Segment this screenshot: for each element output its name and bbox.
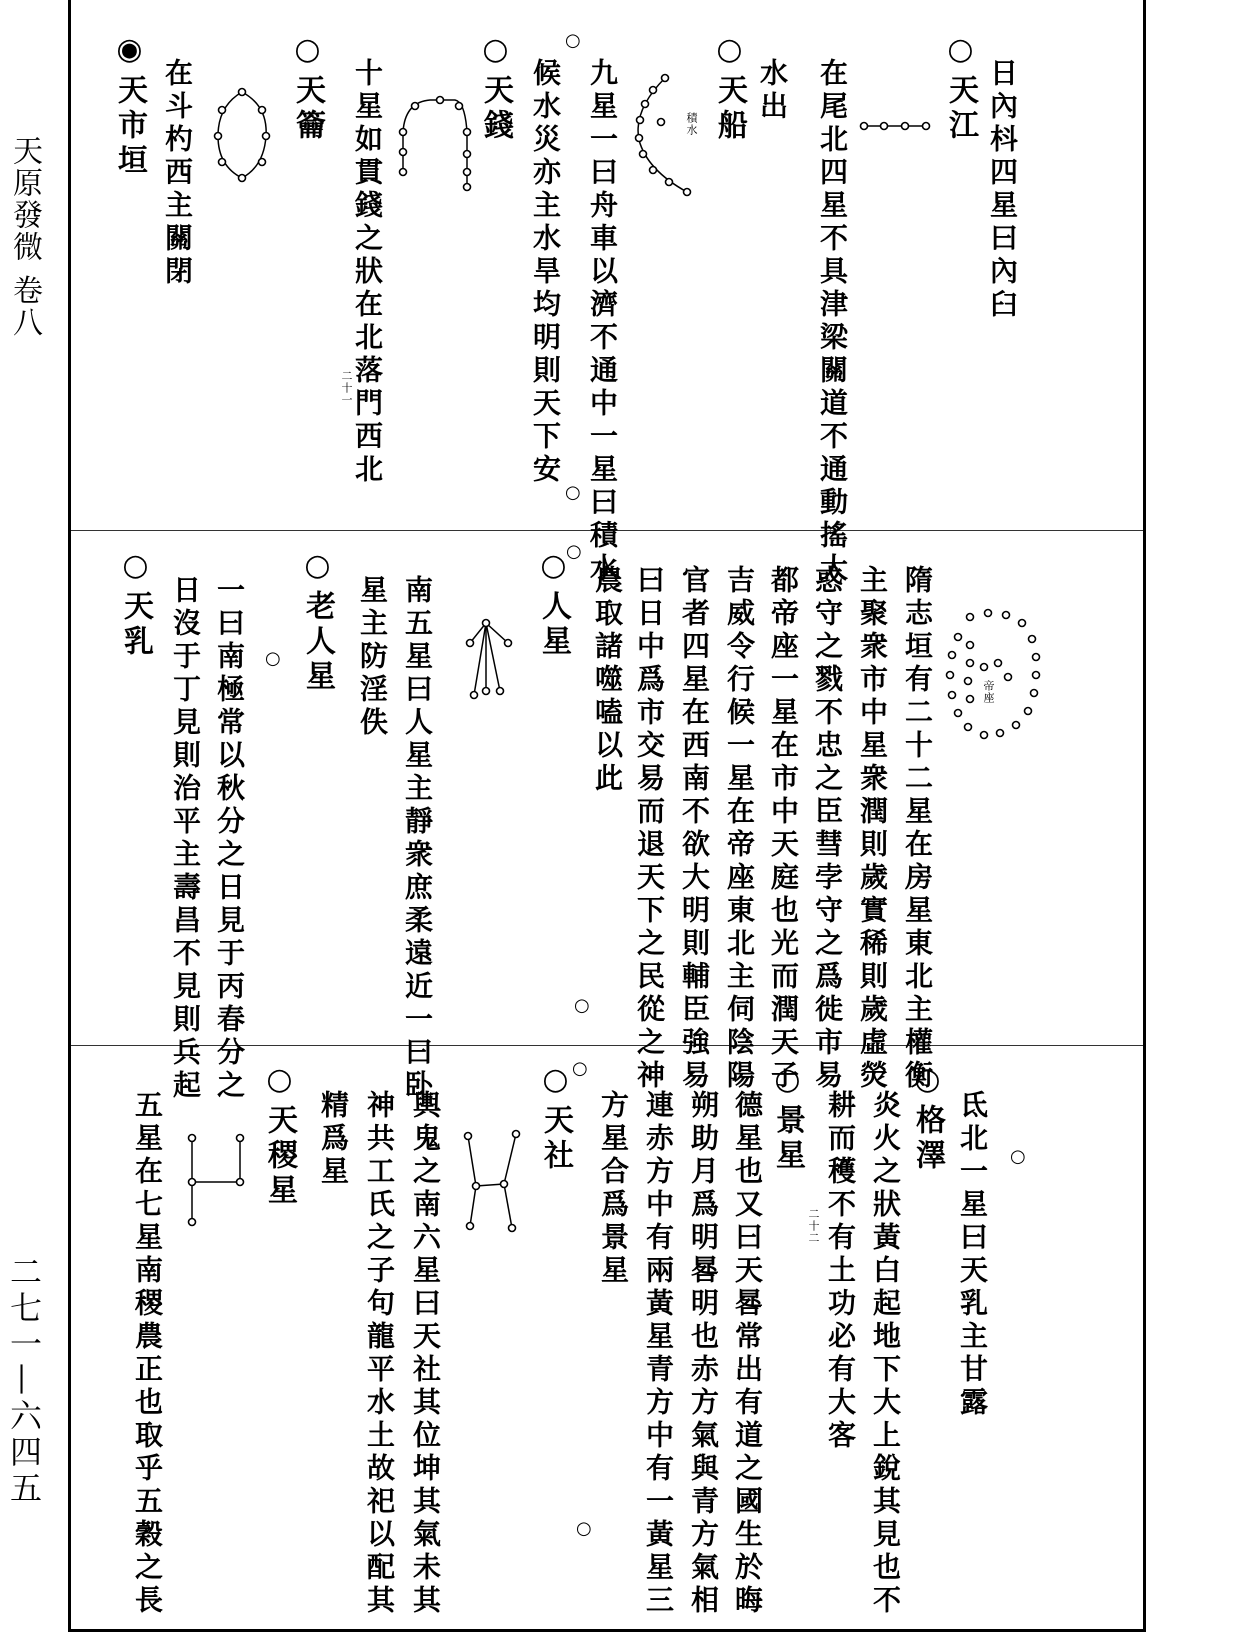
star-heading-renxing: ○ 人星 — [536, 548, 570, 660]
text-column: 都帝座一星在市中天庭也光而潤天子 — [767, 565, 800, 1093]
star-heading-tianyue: ○ 天籥 — [290, 32, 324, 144]
marker-circle: ○ — [565, 482, 581, 503]
text-column: 輿鬼之南六星曰天社其位坤其氣未其 — [409, 1090, 442, 1618]
star-heading-tianshe: ○ 天社 — [538, 1062, 572, 1174]
star-heading-tianshiyuan: ◉ 天市垣 — [112, 32, 146, 179]
star-heading-tianjixing: ○ 天稷星 — [262, 1062, 296, 1209]
text-column: 九星一曰舟車以濟不通中一星曰積水 — [586, 58, 619, 586]
star-index-note: 二十一 — [340, 370, 353, 406]
text-column: 神共工氏之子句龍平水土故祀以配其 — [363, 1090, 396, 1618]
star-heading-laorenxing: ○ 老人星 — [300, 548, 334, 695]
text-column: 方星合爲景星 — [597, 1090, 630, 1288]
margin-page-number: 二七一—六四五 — [5, 1255, 43, 1507]
star-heading-tianchuan: ○ 天船 — [712, 32, 746, 144]
renxing-star-diagram — [460, 615, 520, 705]
star-index-note: 二十二 — [807, 1208, 820, 1244]
marker-circle: ○ — [1010, 1146, 1026, 1167]
text-column: 連赤方中有兩黃星青方中有一黃星三 — [642, 1090, 675, 1618]
tianji-star-diagram — [180, 1130, 252, 1230]
tianyue-star-diagram — [212, 86, 272, 186]
marker-circle: ○ — [576, 1518, 592, 1539]
laorenxing-star: ○ — [265, 648, 281, 669]
star-heading-geze: ○ 格澤 — [910, 1062, 944, 1174]
text-column: 南五星曰人星主靜衆庶柔遠近一曰卧 — [401, 575, 434, 1103]
marker-circle: ○ — [566, 541, 582, 562]
text-column: 十星如貫錢之狀在北落門西北 — [351, 58, 384, 487]
star-label-dizuo: 帝座 — [982, 680, 995, 704]
text-column: 日沒于丁見則治平主壽昌不見則兵起 — [169, 575, 202, 1103]
text-column: 一曰南極常以秋分之日見于丙春分之 — [213, 575, 246, 1103]
text-column: 日內枓四星曰內臼 — [986, 58, 1019, 322]
text-column: 農取諸噬嗑以此 — [591, 565, 624, 796]
star-heading-tianjiang: ○ 天江 — [943, 32, 977, 144]
text-column: 在斗杓西主關閉 — [161, 58, 194, 289]
star-heading-tianqian: ○ 天錢 — [478, 32, 512, 144]
text-column: 德星也又曰天晷常出有道之國生於晦 — [731, 1090, 764, 1618]
margin-book-title: 天原發微 卷八 — [7, 135, 42, 339]
text-column: 炎火之狀黃白起地下大上銳其見也不 — [869, 1090, 902, 1618]
text-column: 星主防淫佚 — [356, 575, 389, 740]
star-heading-tianru: ○ 天乳 — [118, 548, 152, 660]
text-column: 五星在七星南稷農正也取乎五穀之長 — [131, 1090, 164, 1618]
star-heading-jingxing: ○ 景星 — [770, 1062, 804, 1174]
text-column: 朔助月爲明晷明也赤方氣與青方氣相 — [687, 1090, 720, 1618]
text-column: 惑守之戮不忠之臣彗孛守之爲徙市易 — [811, 565, 844, 1093]
text-column: 氐北一星曰天乳主甘露 — [956, 1090, 989, 1420]
marker-circle: ○ — [565, 30, 581, 51]
text-column: 水出 — [756, 58, 789, 124]
tianqian-star-diagram — [395, 92, 475, 192]
marker-circle: ○ — [574, 995, 590, 1016]
tianshiyuan-star-diagram — [940, 605, 1050, 750]
text-column: 主聚衆市中星衆潤則歲實稀則歲虛熒 — [856, 565, 889, 1093]
text-column: 耕而穫不有土功必有大客 — [824, 1090, 857, 1453]
text-column: 官者四星在西南不欲大明則輔臣強易 — [678, 565, 711, 1093]
text-column: 曰日中爲市交易而退天下之民從之神 — [633, 565, 666, 1093]
text-column: 隋志垣有二十二星在房星東北主權衡 — [901, 565, 934, 1093]
text-column: 在尾北四星不具津梁關道不通動搖大 — [816, 58, 849, 586]
text-column: 精爲星 — [317, 1090, 350, 1189]
text-column: 候水災亦主水旱均明則天下安 — [529, 58, 562, 487]
star-label-jishui: 積水 — [685, 112, 698, 136]
tianshe-star-diagram — [460, 1128, 524, 1238]
text-column: 吉威令行候一星在帝座東北主伺陰陽 — [723, 565, 756, 1093]
marker-circle: ○ — [572, 1058, 588, 1079]
tianchuan-star-diagram — [625, 70, 705, 200]
tianjiang-star-diagram — [860, 118, 940, 134]
